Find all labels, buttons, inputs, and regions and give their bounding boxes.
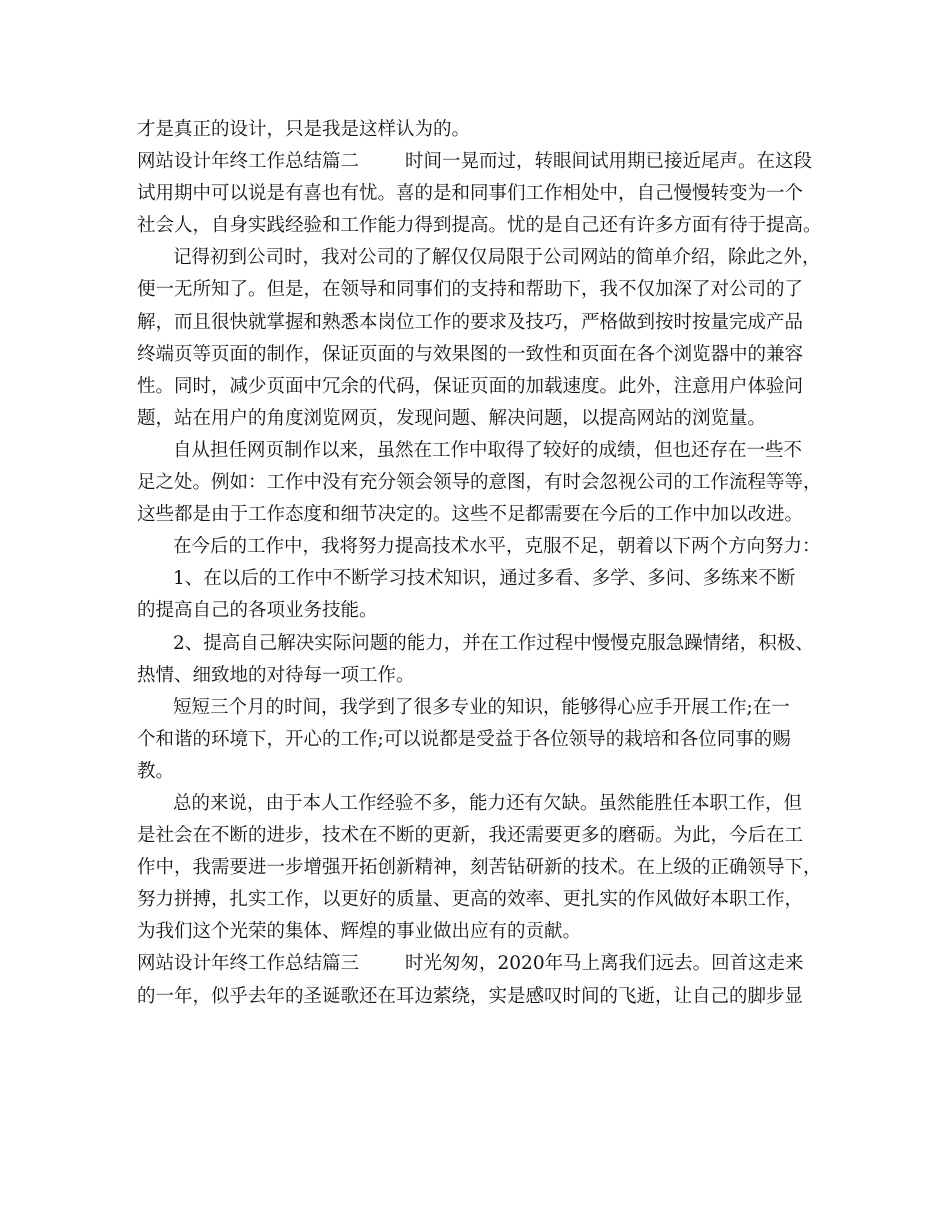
section-heading: 网站设计年终工作总结篇三 — [137, 953, 360, 975]
text-line: 足之处。例如：工作中没有充分领会领导的意图，有时会忽视公司的工作流程等等， — [137, 472, 822, 494]
text-line: 个和谐的环境下，开心的工作;可以说都是受益于各位领导的栽培和各位同事的赐 — [137, 728, 791, 750]
text-line: 性。同时，减少页面中冗余的代码，保证页面的加载速度。此外，注意用户体验问 — [137, 375, 804, 397]
text-line: 作中，我需要进一步增强开拓创新精神，刻苦钻研新的技术。在上级的正确领导下， — [137, 857, 822, 879]
text-line: 终端页等页面的制作，保证页面的与效果图的一致性和页面在各个浏览器中的兼容 — [137, 343, 804, 365]
text-line: 是社会在不断的进步，技术在不断的更新，我还需要更多的磨砺。为此，今后在工 — [137, 825, 804, 847]
text-line: 教。 — [137, 760, 175, 782]
paragraph-first-line: 总的来说，由于本人工作经验不多，能力还有欠缺。虽然能胜任本职工作，但 — [173, 792, 803, 814]
text-line: 努力拼搏，扎实工作，以更好的质量、更高的效率、更扎实的作风做好本职工作， — [137, 889, 804, 911]
text-line: 便一无所知了。但是，在领导和同事们的支持和帮助下，我不仅加深了对公司的了 — [137, 279, 804, 301]
text-line: 为我们这个光荣的集体、辉煌的事业做出应有的贡献。 — [137, 921, 582, 943]
text-line: 这些都是由于工作态度和细节决定的。这些不足都需要在今后的工作中加以改进。 — [137, 504, 804, 526]
section-heading-line — [137, 146, 827, 178]
text-line: 的一年，似乎去年的圣诞歌还在耳边萦绕，实是感叹时间的飞逝，让自己的脚步显 — [137, 985, 804, 1007]
text-line: 才是真正的设计，只是我是这样认为的。 — [137, 119, 471, 140]
section-heading: 网站设计年终工作总结篇二 — [137, 151, 360, 173]
text-line: 试用期中可以说是有喜也有忧。喜的是和同事们工作相处中，自己慢慢转变为一个 — [137, 183, 804, 205]
paragraph-first-line: 短短三个月的时间，我学到了很多专业的知识，能够得心应手开展工作;在一 — [173, 696, 790, 718]
text-line: 热情、细致地的对待每一项工作。 — [137, 664, 415, 686]
document-body — [137, 114, 827, 1013]
text-line: 题，站在用户的角度浏览网页，发现问题、解决问题，以提高网站的浏览量。 — [137, 407, 767, 429]
section-heading-line — [137, 948, 827, 980]
list-item-first-line: 1、在以后的工作中不断学习技术知识，通过多看、多学、多问、多练来不断 — [173, 568, 796, 590]
text-line: 社会人，自身实践经验和工作能力得到提高。忧的是自己还有许多方面有待于提高。 — [137, 215, 822, 237]
text-line: 解，而且很快就掌握和熟悉本岗位工作的要求及技巧，严格做到按时按量完成产品 — [137, 311, 804, 333]
section-lead-text: 时间一晃而过，转眼间试用期已接近尾声。在这段 — [405, 151, 813, 173]
paragraph-first-line: 在今后的工作中，我将努力提高技术水平，克服不足，朝着以下两个方向努力： — [173, 536, 821, 558]
section-lead-text: 时光匆匆，2020年马上离我们远去。回首这走来 — [405, 953, 804, 975]
paragraph-first-line: 记得初到公司时，我对公司的了解仅仅局限于公司网站的简单介绍，除此之外， — [173, 247, 821, 269]
paragraph-first-line: 自从担任网页制作以来，虽然在工作中取得了较好的成绩，但也还存在一些不 — [173, 439, 803, 461]
text-line: 的提高自己的各项业务技能。 — [137, 600, 378, 622]
list-item-first-line: 2、提高自己解决实际问题的能力，并在工作过程中慢慢克服急躁情绪，积极、 — [173, 632, 814, 654]
